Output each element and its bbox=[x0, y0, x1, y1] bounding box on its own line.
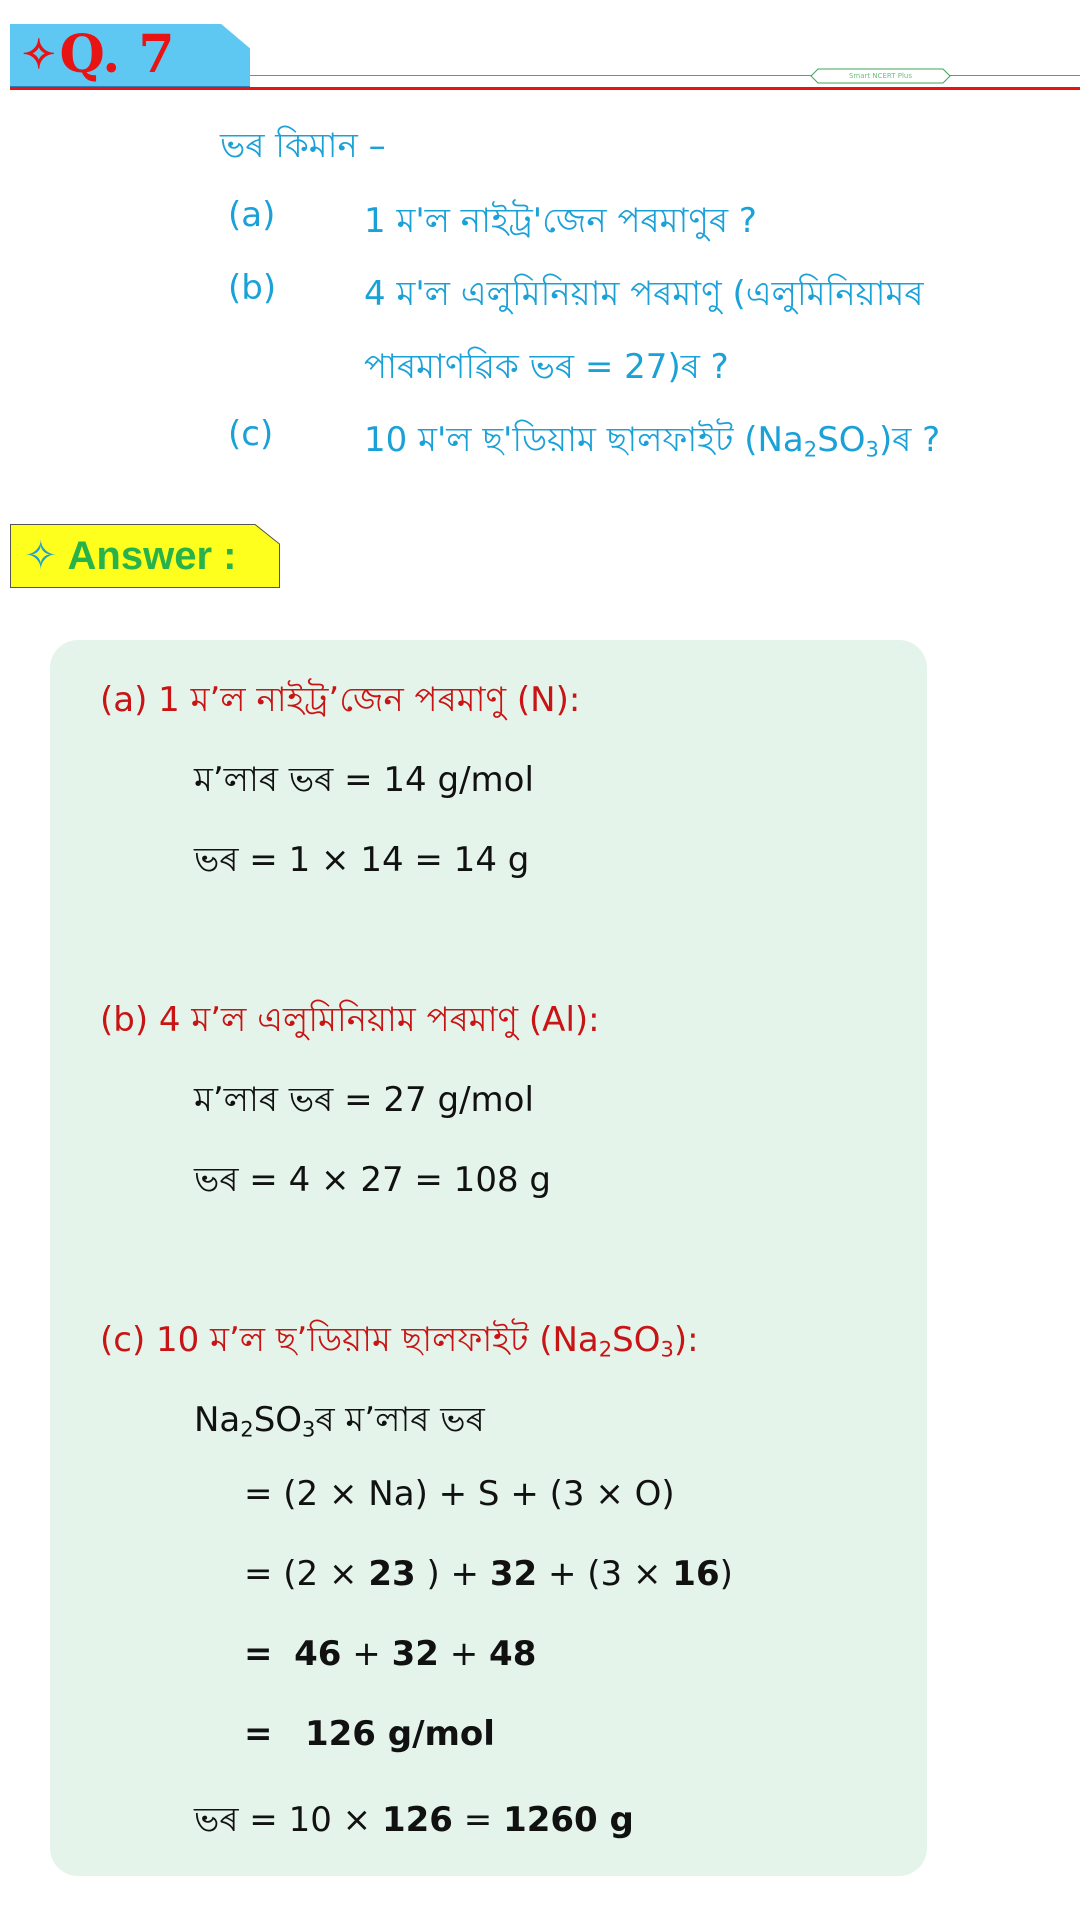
formula-text: 10 ম'ল ছ'ডিয়াম ছালফাইট (Na bbox=[364, 420, 804, 460]
step-value: 126 bbox=[381, 1800, 453, 1840]
question-number bbox=[22, 22, 175, 88]
step-value: 48 bbox=[489, 1634, 537, 1674]
header-blue-rule bbox=[250, 75, 1080, 76]
answer-b-mass: ভৰ = 4 × 27 = 108 g bbox=[194, 1160, 551, 1200]
step-text: = bbox=[244, 1634, 273, 1674]
question-label: Q. 7 bbox=[59, 24, 175, 85]
answer-c-step-3 bbox=[244, 1634, 536, 1674]
heading-text: SO bbox=[612, 1320, 661, 1360]
heading-text: ): bbox=[673, 1320, 699, 1360]
heading-text: (c) 10 ম’ল ছ’ডিয়াম ছালফাইট (Na bbox=[100, 1320, 599, 1360]
subscript: 2 bbox=[240, 1416, 254, 1442]
step-text: + bbox=[449, 1634, 479, 1674]
answer-c-step-1: = (2 × Na) + S + (3 × O) bbox=[244, 1474, 675, 1514]
question-item-text bbox=[364, 414, 940, 471]
answer-c-molar-mass-label bbox=[194, 1394, 485, 1451]
answer-a-mass: ভৰ = 1 × 14 = 14 g bbox=[194, 840, 530, 880]
question-prompt: ভৰ কিমান – bbox=[220, 126, 386, 166]
subscript: 3 bbox=[865, 436, 879, 462]
step-text: ) + bbox=[426, 1554, 480, 1594]
answer-c-step-4 bbox=[244, 1714, 495, 1754]
answer-c-heading bbox=[100, 1314, 699, 1371]
step-text: ) bbox=[719, 1554, 733, 1594]
subscript: 2 bbox=[598, 1336, 613, 1362]
answer-c-mass bbox=[194, 1794, 634, 1851]
step-value: 46 bbox=[294, 1634, 342, 1674]
question-item-text: 1 ম'ল নাইট্ৰ'জেন পৰমাণুৰ ? bbox=[364, 201, 757, 241]
step-text: = bbox=[463, 1800, 493, 1840]
question-item-label: (c) bbox=[228, 414, 274, 454]
step-value: 16 bbox=[672, 1554, 720, 1594]
formula-text: SO bbox=[817, 420, 866, 460]
step-text: ভৰ = 10 × bbox=[194, 1800, 372, 1840]
mass-result: 1260 g bbox=[503, 1800, 634, 1840]
step-text: = bbox=[244, 1714, 273, 1754]
answer-label bbox=[24, 524, 236, 588]
step-value: 32 bbox=[391, 1634, 439, 1674]
question-item-text: 4 ম'ল এলুমিনিয়াম পৰমাণু (এলুমিনিয়ামৰ bbox=[364, 274, 924, 314]
answer-c-step-2 bbox=[244, 1554, 733, 1594]
answer-b-heading: (b) 4 ম’ল এলুমিনিয়াম পৰমাণু (Al): bbox=[100, 1000, 600, 1040]
step-value: 32 bbox=[489, 1554, 538, 1594]
formula-text: ৰ ম’লাৰ ভৰ bbox=[315, 1400, 485, 1440]
step-text: = (2 × bbox=[244, 1554, 358, 1594]
step-value: 23 bbox=[368, 1554, 416, 1594]
formula-text: Na bbox=[194, 1400, 241, 1440]
answer-label-text: Answer : bbox=[67, 534, 237, 578]
question-item-text-continued: পাৰমাণৱিক ভৰ = 27)ৰ ? bbox=[364, 347, 729, 387]
star-icon: ✧ bbox=[24, 534, 58, 578]
step-text: + bbox=[352, 1634, 381, 1674]
answer-b-molar-mass: ম’লাৰ ভৰ = 27 g/mol bbox=[194, 1080, 534, 1120]
subscript: 2 bbox=[803, 436, 818, 462]
question-item-label: (b) bbox=[228, 268, 277, 308]
answer-box bbox=[50, 640, 927, 1876]
star-icon: ✧ bbox=[22, 31, 56, 78]
question-item-label: (a) bbox=[228, 195, 276, 235]
formula-text: )ৰ ? bbox=[878, 420, 941, 460]
answer-a-molar-mass: ম’লাৰ ভৰ = 14 g/mol bbox=[194, 760, 534, 800]
header-red-rule bbox=[10, 87, 1080, 90]
step-text: + (3 × bbox=[547, 1554, 662, 1594]
subscript: 3 bbox=[660, 1336, 674, 1362]
answer-a-heading: (a) 1 ম’ল নাইট্ৰ’জেন পৰমাণু (N): bbox=[100, 680, 581, 720]
brand-tag: Smart NCERT Plus bbox=[848, 72, 913, 80]
formula-text: SO bbox=[253, 1400, 303, 1440]
subscript: 3 bbox=[302, 1416, 316, 1442]
molar-mass-result: 126 g/mol bbox=[304, 1714, 495, 1754]
